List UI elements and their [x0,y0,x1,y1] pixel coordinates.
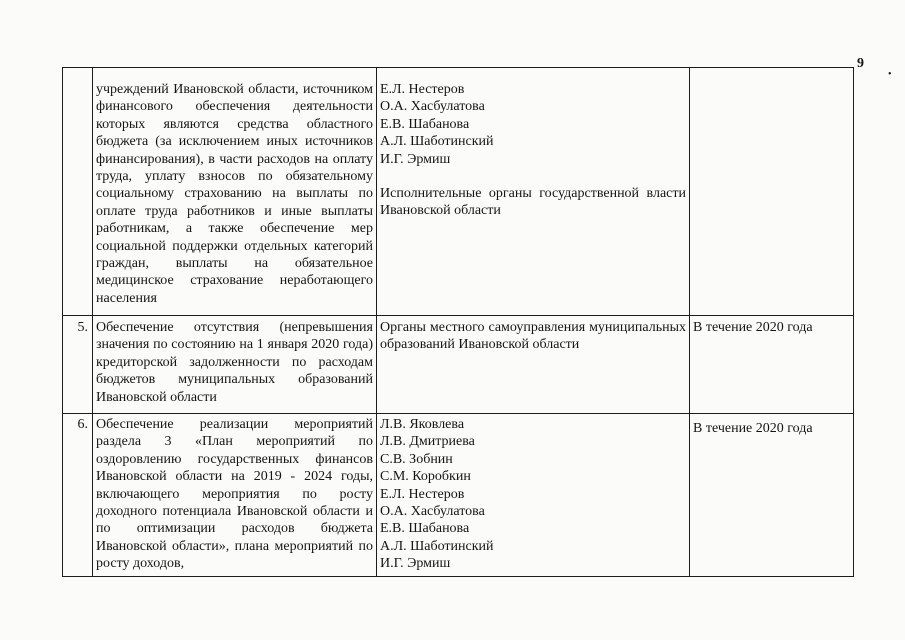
deadline-text: В течение 2020 года [693,421,813,436]
scan-speck: • [888,69,892,80]
responsible-cell [377,414,690,577]
responsible-cell [377,68,690,316]
responsible-person: О.А. Хасбулатова [380,99,485,115]
table-row [63,414,854,577]
responsible-person: А.Л. Шаботинский [380,538,494,554]
row-number: 5. [63,316,93,414]
responsible-list [380,416,686,573]
row-number: 6. [63,414,93,577]
deadline-cell [690,414,854,577]
measure-cell: учреждений Ивановской области, источником финансового обеспечения деятельности которых являются средства областного бюджета (за исключением иных источников финансирования), в части расходов на оплату труда, уплату взносов по обязательному социальному страхованию на выплаты по оплате труда работников и иные выплаты работникам, а также обеспечение мер социальной поддержки отдельных категорий граждан, выплаты на обязательное медицинское страхование неработающего населения [93,68,377,316]
responsible-person: Е.В. Шабанова [380,521,470,537]
responsible-bodies: Органы местного самоуправления муниципальных образований Ивановской области [377,316,690,414]
measures-table [62,67,854,577]
measure-cell: Обеспечение реализации мероприятий раздела 3 «План мероприятий по оздоровлению государственных финансов Ивановской области на 2019 - 2024 годы, включающего мероприятия по росту доходного потенциала Ивановской области и по оптимизации расходов бюджета Ивановской области», плана мероприятий по росту доходов, [93,414,377,577]
responsible-person: Л.В. Яковлева [380,417,465,432]
responsible-person: Е.В. Шабанова [380,116,470,132]
responsible-person: С.В. Зобнин [380,451,453,467]
responsible-list [380,81,686,168]
table-row [63,316,854,414]
deadline-cell: В течение 2020 года [690,316,854,414]
measure-cell: Обеспечение отсутствия (непревышения значения по состоянию на 1 января 2020 года) кредиторской задолженности по расходам бюджетов муниципальных образований Ивановской области [93,316,377,414]
responsible-bodies: Исполнительные органы государственной власти Ивановской области [380,186,686,219]
table-row [63,68,854,316]
deadline-cell [690,68,854,316]
row-number [63,68,93,316]
responsible-person: И.Г. Эрмиш [380,151,451,167]
responsible-person: Л.В. Дмитриева [380,434,475,450]
responsible-person: С.М. Коробкин [380,469,471,485]
responsible-person: Е.Л. Нестеров [380,82,465,97]
responsible-person: И.Г. Эрмиш [380,556,451,572]
page-number: 9 [857,56,864,71]
responsible-person: О.А. Хасбулатова [380,504,485,520]
responsible-person: Е.Л. Нестеров [380,486,465,502]
responsible-person: А.Л. Шаботинский [380,134,494,150]
